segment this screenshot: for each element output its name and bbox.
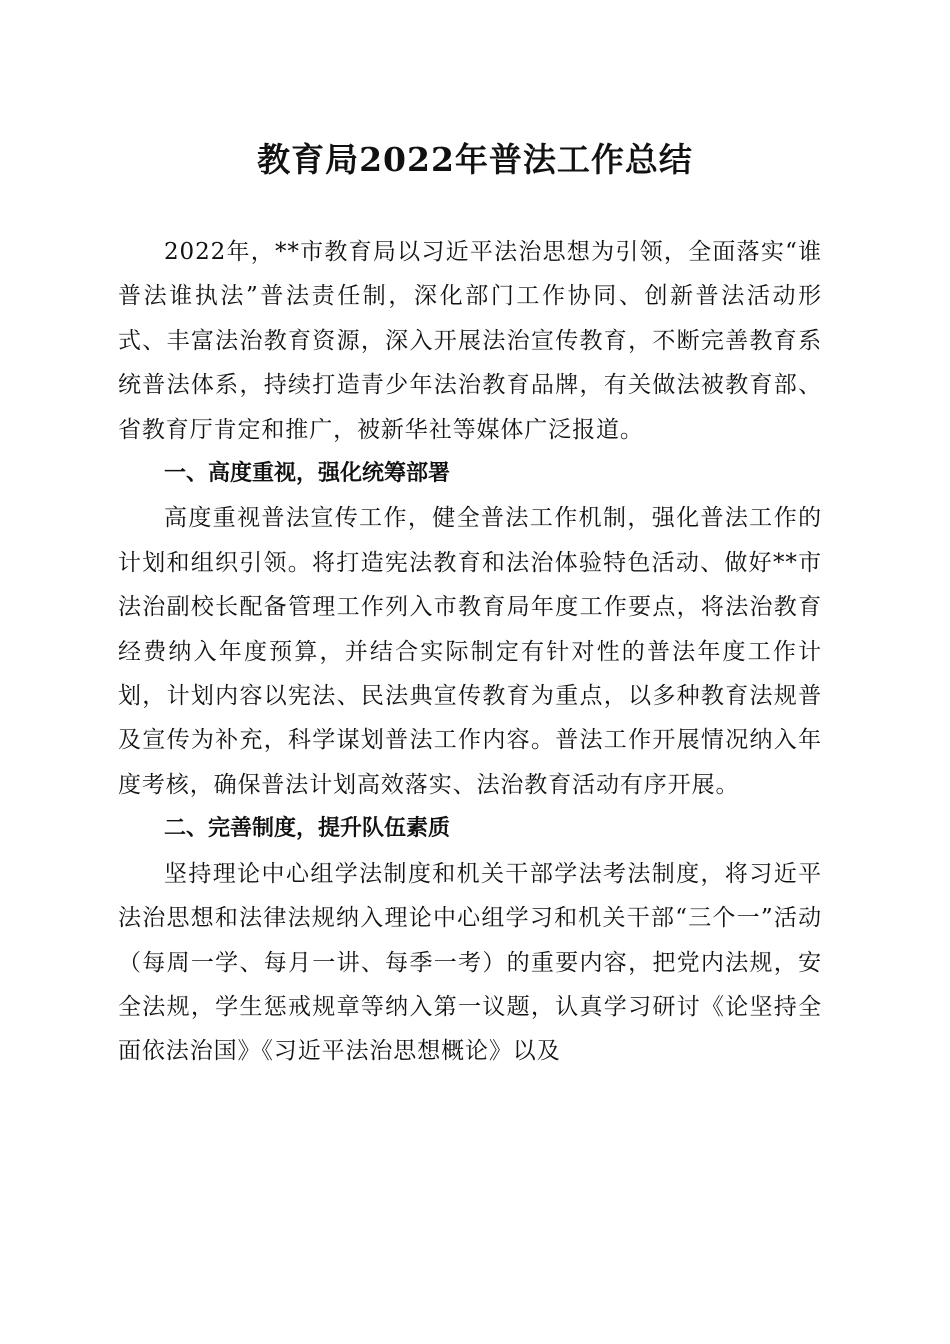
section-paragraph: 坚持理论中心组学法制度和机关干部学法考法制度，将习近平法治思想和法律法规纳入理论中心组学习和机关干部“三个一”活动（每周一学、每月一讲、每季一考）的重要内容，把党内法规，安全法规，学生惩戒规章等纳入第一议题，认真学习研讨《论坚持全面依法治国》《习近平法治思想概论》以及 — [118, 860, 822, 1065]
section-1 — [118, 452, 822, 807]
section-heading: 一、高度重视，强化统筹部署 — [164, 461, 451, 487]
intro-paragraph: 2022年，**市教育局以习近平法治思想为引领，全面落实“谁普法谁执法”普法责任制，深化部门工作协同、创新普法活动形式、丰富法治教育资源，深入开展法治宣传教育，不断完善教育系统普法体系，持续打造青少年法治教育品牌，有关做法被教育部、省教育厅肯定和推广，被新华社等媒体广泛报道。 — [118, 239, 822, 443]
section-heading: 二、完善制度，提升队伍素质 — [164, 816, 451, 842]
section-2 — [118, 807, 822, 1073]
document-title: 教育局2022年普法工作总结 — [257, 140, 693, 179]
section-paragraph: 高度重视普法宣传工作，健全普法工作机制，强化普法工作的计划和组织引领。将打造宪法教育和法治体验特色活动、做好**市法治副校长配备管理工作列入市教育局年度工作要点，将法治教育经费纳入年度预算，并结合实际制定有针对性的普法年度工作计划，计划内容以宪法、民法典宣传教育为重点，以多种教育法规普及宣传为补充，科学谋划普法工作内容。普法工作开展情况纳入年度考核，确保普法计划高效落实、法治教育活动有序开展。 — [118, 505, 822, 798]
document-body — [118, 230, 822, 1074]
